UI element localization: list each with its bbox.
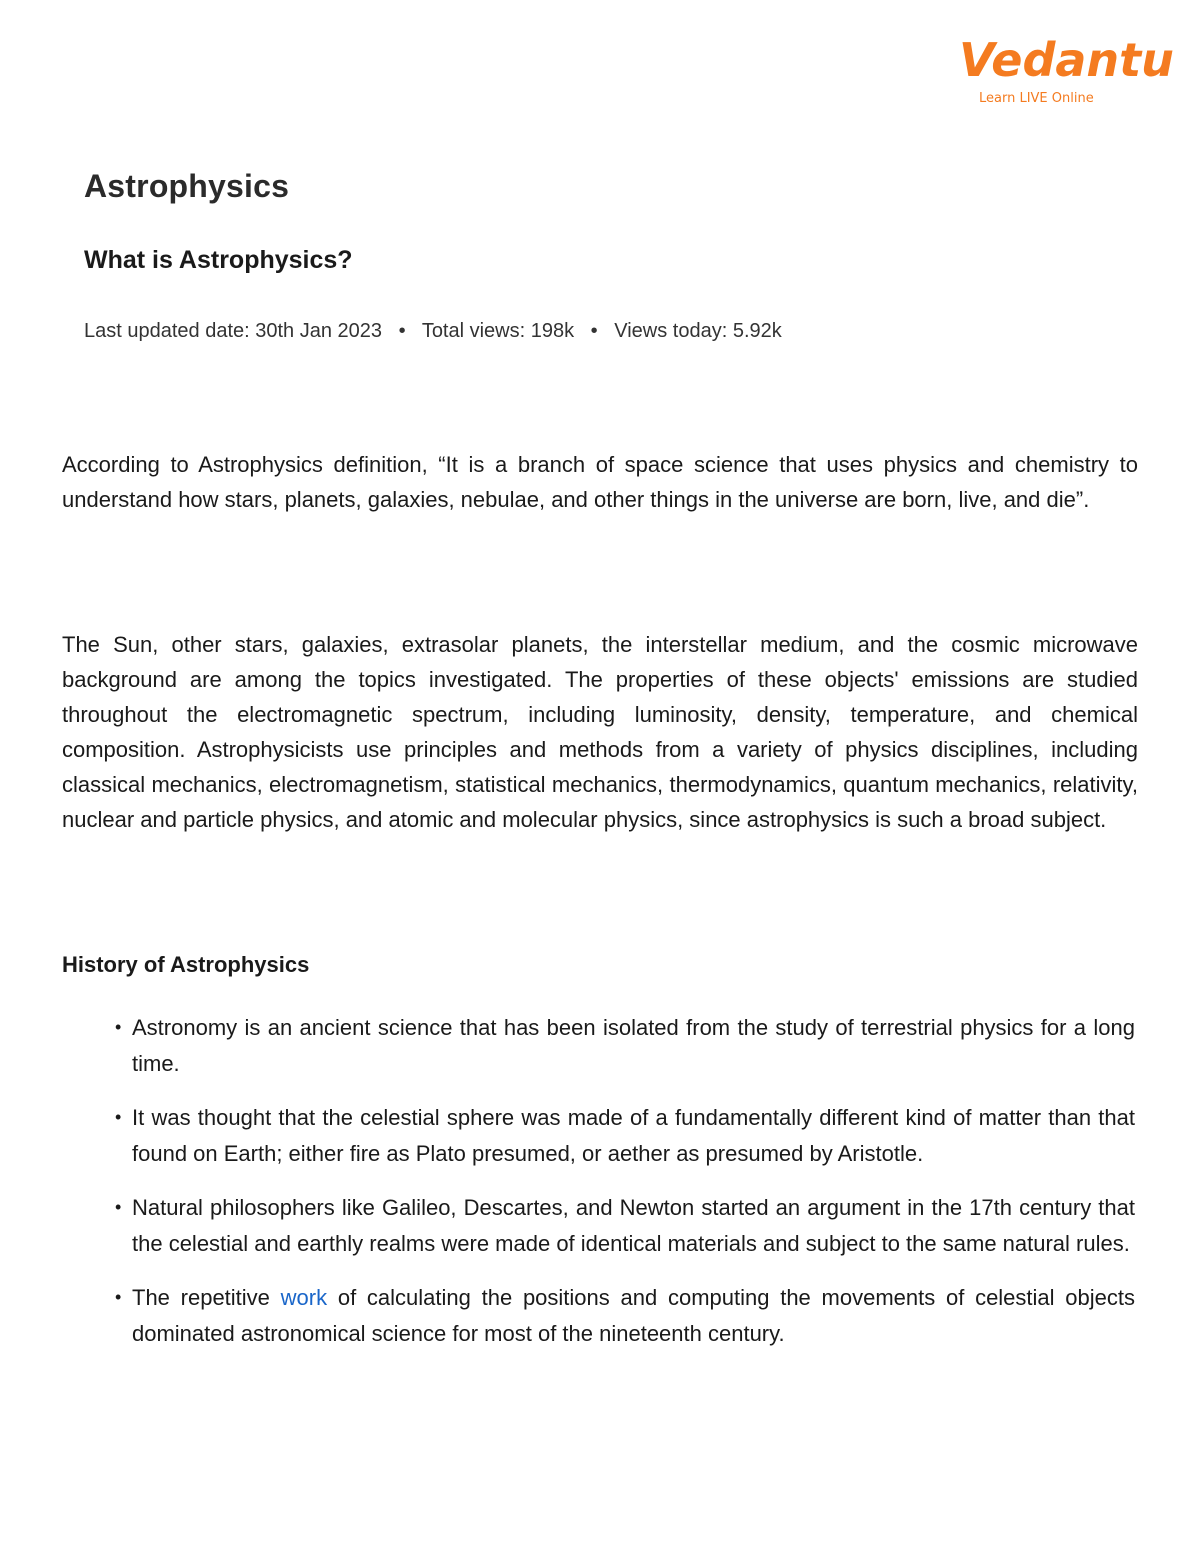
list-item <box>115 1280 1135 1351</box>
list-item <box>115 1010 1135 1081</box>
page-subtitle: What is Astrophysics? <box>84 246 353 274</box>
logo-tagline: Learn LIVE Online <box>979 91 1094 106</box>
views-today: Views today: 5.92k <box>614 320 782 342</box>
list-item <box>115 1190 1135 1261</box>
work-link[interactable]: work <box>280 1285 328 1310</box>
vedantu-logo[interactable] <box>955 30 1174 110</box>
bullet-icon: • <box>115 1197 122 1217</box>
total-views: Total views: 198k <box>421 320 575 342</box>
topics-paragraph: The Sun, other stars, galaxies, extrasolar planets, the interstellar medium, and the cosmic microwave background are among the topics investigated. The properties of these objects' emissions are studied throughout the electromagnetic spectrum, including luminosity, density, temperature, and chemical composition. Astrophysicists use principles and methods from a variety of physics disciplines, including classical mechanics, electromagnetism, statistical mechanics, thermodynamics, quantum mechanics, relativity, nuclear and particle physics, and atomic and molecular physics, since astrophysics is such a broad subject. <box>62 632 1138 832</box>
list-item-text: It was thought that the celestial sphere was made of a fundamentally different kind of matter than that found on Earth; either fire as Plato presumed, or aether as presumed by Aristotle. <box>132 1105 1135 1166</box>
list-item-text: Astronomy is an ancient science that has been isolated from the study of terrestrial physics for a long time. <box>132 1015 1135 1076</box>
vedantu-logo-graphic <box>955 30 1174 110</box>
meta-separator: • <box>398 320 406 342</box>
bullet-icon: • <box>115 1017 122 1037</box>
bullet-icon: • <box>115 1287 122 1307</box>
article-meta <box>84 320 782 343</box>
definition-paragraph: According to Astrophysics definition, “It is a branch of space science that uses physics and chemistry to understand how stars, planets, galaxies, nebulae, and other things in the universe are born, live, and die”. <box>62 452 1138 512</box>
bullet-icon: • <box>115 1107 122 1127</box>
list-item-text: Natural philosophers like Galileo, Descartes, and Newton started an argument in the 17th century that the celestial and earthly realms were made of identical materials and subject to the same natural rules. <box>132 1195 1135 1256</box>
logo-wordmark: Vedantu <box>959 33 1174 87</box>
page-title: Astrophysics <box>84 168 290 204</box>
last-updated-date: Last updated date: 30th Jan 2023 <box>84 320 383 342</box>
meta-separator: • <box>590 320 598 342</box>
list-item-text-after-link: of calculating the positions and computing the movements of celestial objects dominated astronomical science for most of the nineteenth century. <box>132 1285 1135 1346</box>
history-heading: History of Astrophysics <box>62 952 310 977</box>
history-list <box>115 1010 1135 1370</box>
list-item-text-before-link: The repetitive <box>132 1285 281 1310</box>
list-item <box>115 1100 1135 1171</box>
